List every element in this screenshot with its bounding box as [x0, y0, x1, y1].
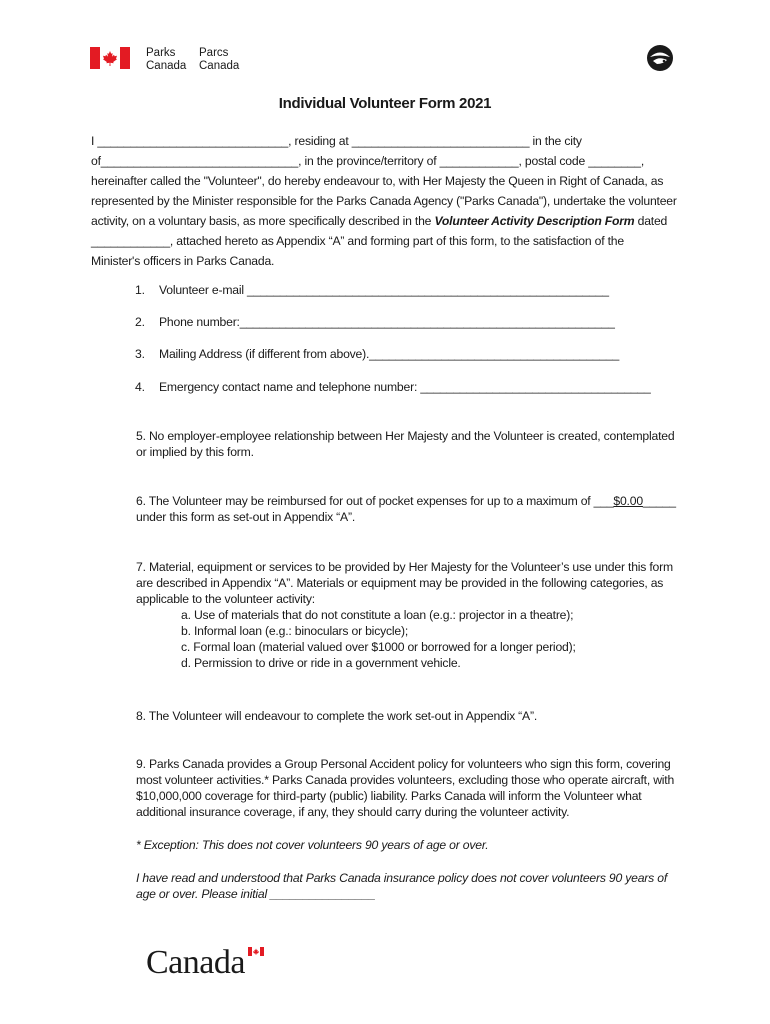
field-phone-number[interactable] [135, 315, 615, 329]
clause-6-post: _____ [642, 494, 676, 508]
clause-line: 9. Parks Canada provides a Group Personal Accident policy for volunteers who sign this form, covering [136, 757, 671, 771]
clause-subitem: c. Formal loan (material valued over $1000 or borrowed for a longer period); [181, 640, 576, 654]
clause-5 [136, 428, 696, 460]
exception-note [136, 837, 696, 853]
clause-line: 8. The Volunteer will endeavour to complete the work set-out in Appendix “A”. [136, 709, 538, 723]
activity-form-reference: Volunteer Activity Description Form [434, 214, 635, 228]
clause-line: additional insurance coverage, if any, they should carry during the volunteer activity. [136, 805, 570, 819]
clause-9 [136, 756, 696, 820]
clause-8 [136, 708, 696, 724]
wordmark-flag-icon [248, 947, 264, 956]
clause-line [136, 493, 696, 509]
intro-line [91, 211, 691, 231]
item-number: 3. [135, 347, 145, 361]
intro-line5-pre: activity, on a voluntary basis, as more specifically described in the [91, 214, 435, 228]
clause-line: or implied by this form. [136, 445, 254, 459]
clause-line: $10,000,000 coverage for third-party (public) liability. Parks Canada will inform the Volunteer what [136, 789, 642, 803]
org-name-fr-line1: Parcs [199, 47, 229, 59]
clause-line: under this form as set-out in Appendix “A”. [136, 510, 356, 524]
clause-line: 5. No employer-employee relationship between Her Majesty and the Volunteer is created, contemplated [136, 429, 675, 443]
item-text: Emergency contact name and telephone number: ___________________________________ [159, 380, 651, 394]
intro-line5-post: dated [634, 214, 668, 228]
org-name-en-line2: Canada [146, 60, 187, 72]
acknowledgement-line: I have read and understood that Parks Canada insurance policy does not cover volunteers 90 years of [136, 871, 668, 885]
field-volunteer-email[interactable] [135, 283, 609, 297]
intro-line: of______________________________, in the province/territory of ____________, postal code ________, [91, 154, 645, 168]
org-name-fr [199, 47, 239, 73]
initial-field[interactable]: age or over. Please initial ________________ [136, 887, 376, 901]
clause-line: applicable to the volunteer activity: [136, 592, 315, 606]
item-number: 1. [135, 283, 145, 297]
max-expense-amount: $0.00 [613, 494, 643, 508]
clause-subitem: b. Informal loan (e.g.: binoculars or bicycle); [181, 624, 409, 638]
form-title: Individual Volunteer Form 2021 [278, 95, 492, 112]
item-number: 4. [135, 380, 145, 394]
exception-text: * Exception: This does not cover volunteers 90 years of age or over. [136, 838, 489, 852]
canada-wordmark-logo [146, 945, 266, 981]
canada-wordmark-text: Canada [146, 944, 245, 981]
clause-subitem: d. Permission to drive or ride in a government vehicle. [181, 656, 461, 670]
intro-line: ____________, attached hereto as Appendix “A” and forming part of this form, to the satisfaction of the [91, 234, 624, 248]
field-mailing-address[interactable] [135, 347, 619, 361]
item-text: Mailing Address (if different from above).______________________________________ [159, 347, 620, 361]
intro-paragraph [91, 131, 691, 271]
insurance-acknowledgement[interactable] [136, 870, 696, 902]
org-name-en-line1: Parks [146, 47, 176, 59]
clause-line: most volunteer activities.* Parks Canada provides volunteers, excluding those who operate aircraft, with [136, 773, 675, 787]
clause-line: are described in Appendix “A”. Materials or equipment may be provided in the following categories, as [136, 576, 664, 590]
item-number: 2. [135, 315, 145, 329]
field-emergency-contact[interactable] [135, 380, 651, 394]
canada-flag-icon [90, 47, 130, 69]
item-text: Volunteer e-mail _______________________________________________________ [159, 283, 609, 297]
intro-line: I _____________________________, residing at ___________________________ in the city [91, 134, 582, 148]
item-text: Phone number:_________________________________________________________ [159, 315, 615, 329]
clause-subitem: a. Use of materials that do not constitute a loan (e.g.: projector in a theatre); [181, 608, 574, 622]
intro-line: represented by the Minister responsible for the Parks Canada Agency ("Parks Canada"), undertake the volunteer [91, 194, 677, 208]
org-name-en [146, 47, 186, 73]
parks-canada-beaver-emblem-icon [646, 44, 674, 72]
clause-6 [136, 493, 696, 525]
intro-line: Minister's officers in Parks Canada. [91, 254, 275, 268]
clause-7 [136, 559, 696, 671]
clause-line: 7. Material, equipment or services to be provided by Her Majesty for the Volunteer’s use under this form [136, 560, 673, 574]
org-name-fr-line2: Canada [199, 60, 240, 72]
intro-line: hereinafter called the "Volunteer", do hereby endeavour to, with Her Majesty the Queen in Right of Canada, as [91, 174, 664, 188]
clause-6-pre: 6. The Volunteer may be reimbursed for out of pocket expenses for up to a maximum of ___ [136, 494, 614, 508]
